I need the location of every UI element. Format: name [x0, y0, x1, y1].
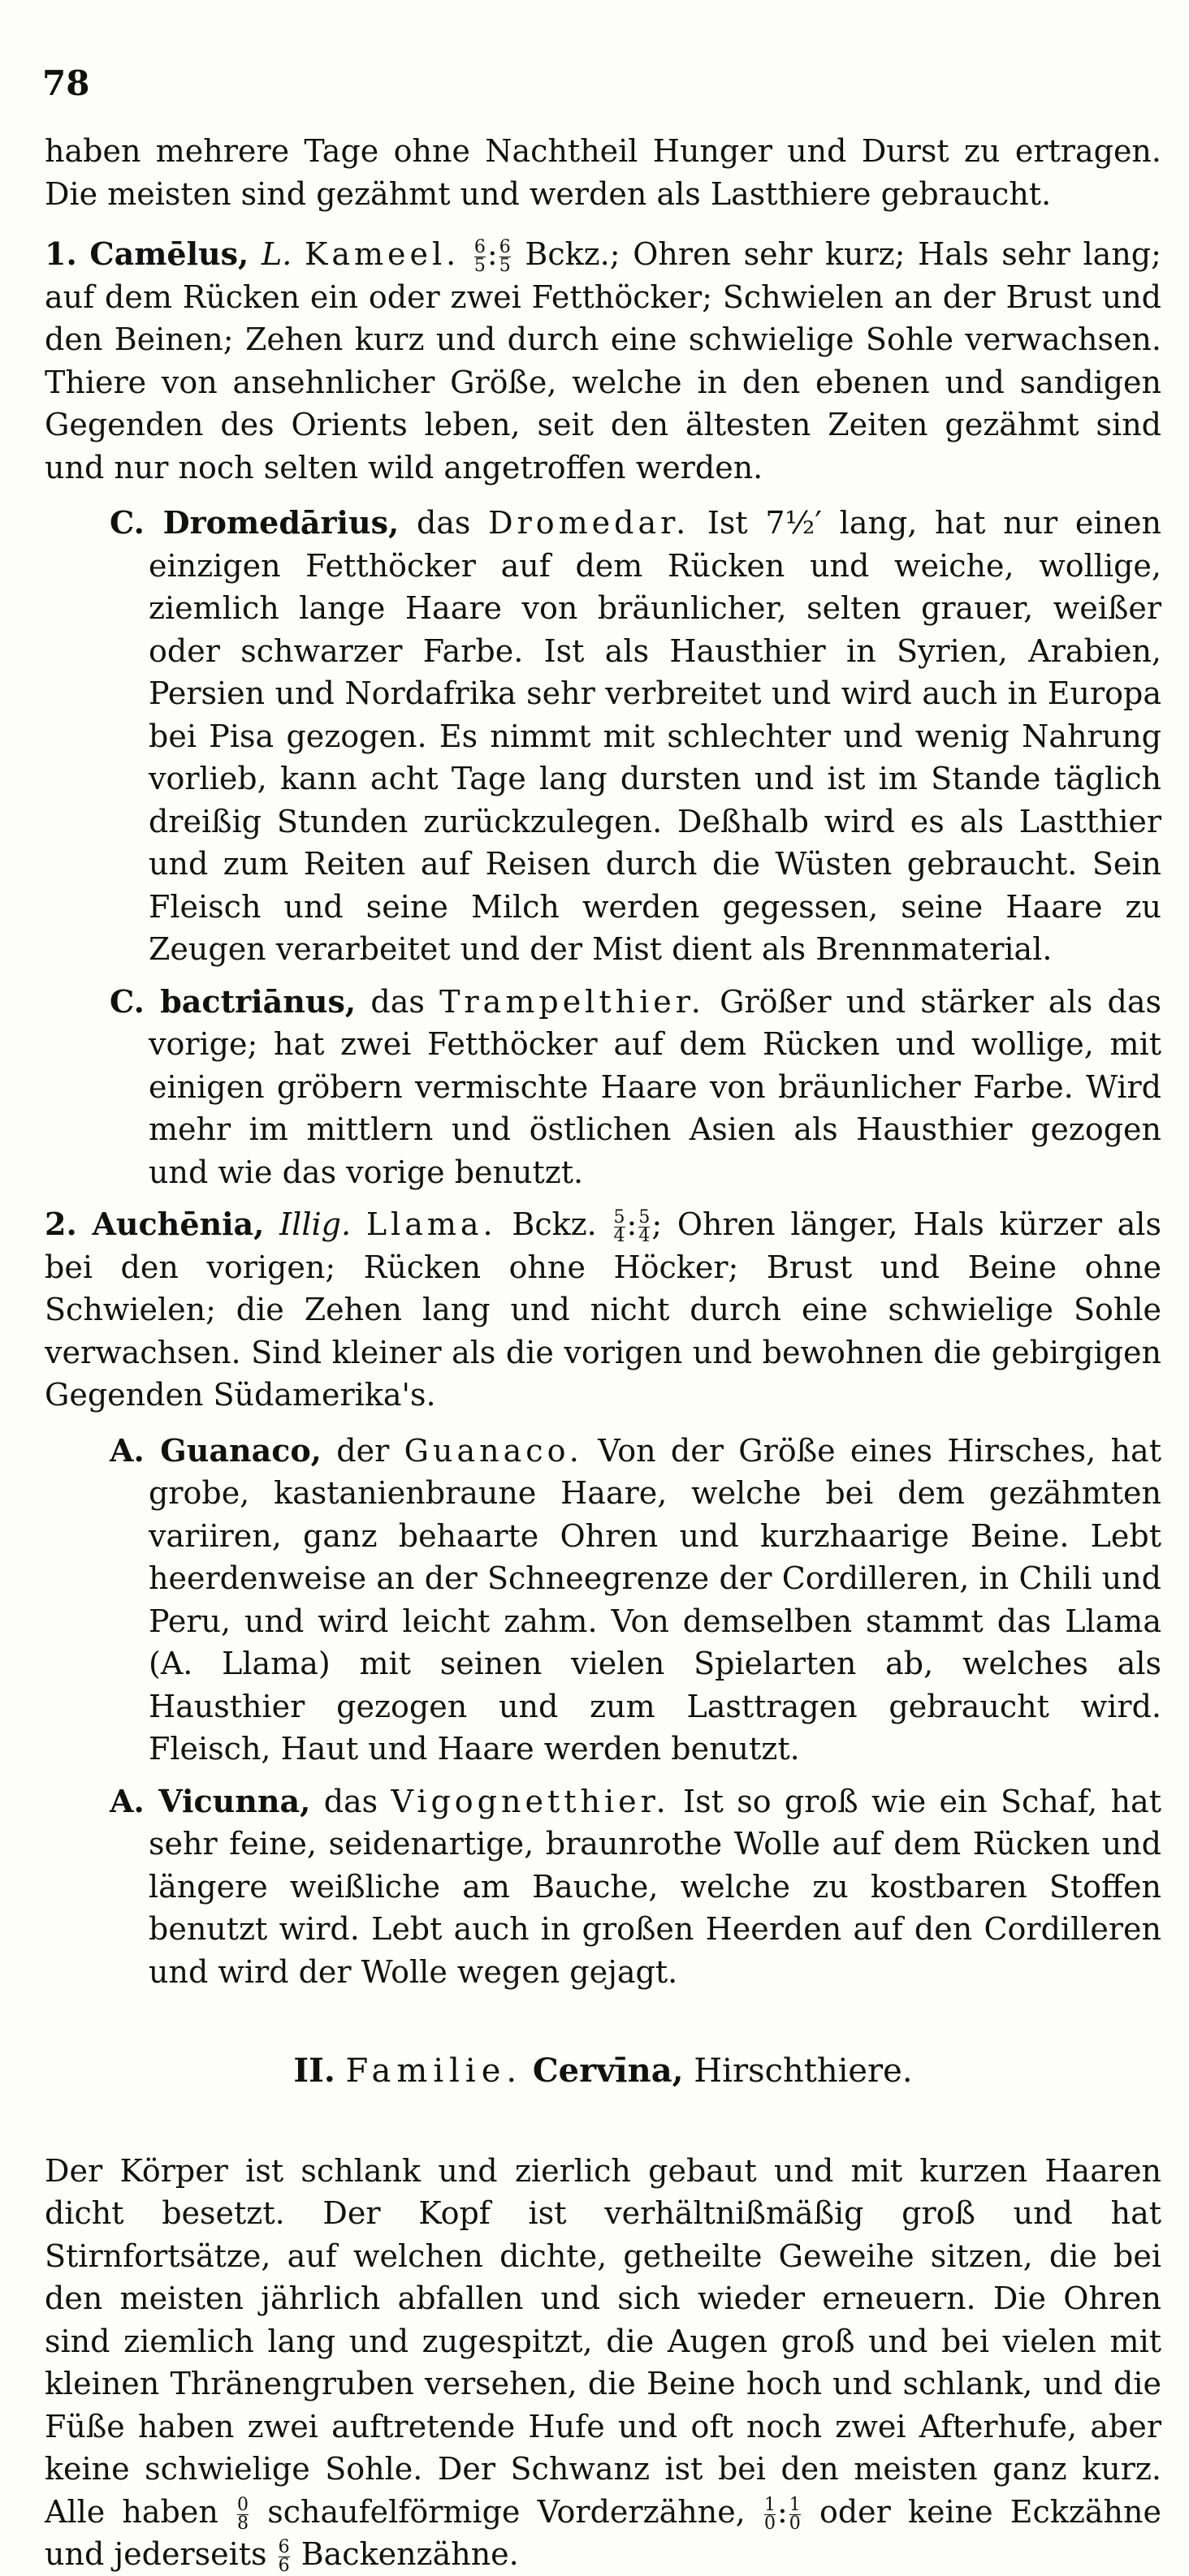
dental-fraction: $\frac{1}{0}$: [789, 2494, 801, 2534]
family-number: II.: [293, 2052, 335, 2090]
genus-author: L.: [261, 236, 292, 272]
species-latin-name: C. bactriānus,: [110, 982, 357, 1020]
species-german-name: Guanaco.: [404, 1432, 583, 1469]
dental-fraction: $\frac{6}{5}$: [473, 237, 486, 276]
species-vicunna: [110, 1780, 1161, 1994]
species-german-name: Dromedar.: [488, 505, 690, 541]
species-latin-name: A. Guanaco,: [110, 1431, 322, 1469]
species-description: Ist 7½′ lang, hat nur einen einzigen Fetthöcker auf dem Rücken und weiche, wollige, ziemlich lange Haare von bräunlicher, selten grauer, weißer oder schwarzer Farbe. Ist als Hausthier in Syrien, Arabien, Persien und Nordafrika sehr verbreitet und wird auch in Europa bei Pisa gezogen. Es nimmt mit schlechter und wenig Nahrung vorlieb, kann acht Tage lang dursten und ist im Stande täglich dreißig Stunden zurückzulegen. Deßhalb wird es als Lastthier und zum Reiten auf Reisen durch die Wüsten gebraucht. Sein Fleisch und seine Milch werden gegessen, seine Haare zu Zeugen verarbeitet und der Mist dient als Brennmaterial.: [149, 505, 1161, 967]
dental-fraction: $\frac{6}{5}$: [499, 237, 511, 276]
genus-description: ; Ohren länger, Hals kürzer als bei den vorigen; Rücken ohne Höcker; Brust und Beine ohne Schwielen; die Zehen lang und nicht durch eine schwielige Sohle verwachsen. Sind kleiner als die vorigen und bewohnen die gebirgigen Gegenden Südamerika's.: [45, 1206, 1161, 1413]
family-german-name: Hirschthiere.: [694, 2052, 913, 2090]
species-german-name: Vigognetthier.: [391, 1783, 670, 1819]
dental-fraction: $\frac{5}{4}$: [613, 1207, 625, 1246]
genus-number: 2.: [45, 1206, 77, 1242]
family-word: Familie.: [345, 2052, 523, 2090]
genus-latin-name: Camēlus,: [89, 235, 249, 272]
species-description: Ist so groß wie ein Schaf, hat sehr feine, seidenartige, braunrothe Wolle auf dem Rücken und längere weißliche am Bauche, welche zu kostbaren Stoffen benutzt wird. Lebt auch in großen Heerden auf den Cordilleren und wird der Wolle wegen gejagt.: [149, 1783, 1161, 1990]
genus-description: Bckz.; Ohren sehr kurz; Hals sehr lang; auf dem Rücken ein oder zwei Fetthöcker; Schwielen an der Brust und den Beinen; Zehen kurz und durch eine schwielige Sohle verwachsen. Thiere von ansehnlicher Größe, welche in den ebenen und sandigen Gegenden des Orients leben, seit den ältesten Zeiten gezähmt sind und nur noch selten wild angetroffen werden.: [45, 236, 1161, 485]
species-article: das: [323, 1783, 378, 1819]
genus-author: Illig.: [279, 1206, 352, 1242]
species-article: der: [336, 1432, 390, 1469]
genus-auchenia: 2. Auchēnia, Illig. Llama. Bckz. $\frac{5}{4}$ : $\frac{5}{4}$ ; Ohren länger, Hals kürzer als bei den vorigen; Rücken ohne Höcker; Brust und Beine ohne Schwielen; die Zehen lang und nicht durch eine schwielige Sohle verwachsen. Sind kleiner als die vorigen und bewohnen die gebirgigen Gegenden Südamerika's.: [45, 1206, 1161, 1413]
species-guanaco: [110, 1430, 1161, 1771]
species-bactrianus: [110, 981, 1161, 1194]
family-latin-name: Cervīna,: [532, 2052, 684, 2090]
species-latin-name: A. Vicunna,: [110, 1782, 311, 1819]
species-dromedarius: [110, 502, 1161, 971]
dental-fraction: $\frac{1}{0}$: [763, 2494, 776, 2534]
page-number: 78: [42, 63, 90, 103]
family-description: Der Körper ist schlank und zierlich gebaut und mit kurzen Haaren dicht besetzt. Der Kopf ist verhältnißmäßig groß und hat Stirnfortsätze, auf welchen dichte, getheilte Geweihe sitzen, die bei den meisten jährlich abfallen und sich wieder erneuern. Die Ohren sind ziemlich lang und zugespitzt, die Augen groß und bei vielen mit kleinen Thränengruben versehen, die Beine hoch und schlank, und die Füße haben zwei auftretende Hufe und oft noch zwei Afterhufe, aber keine schwielige Sohle. Der Schwanz ist bei den meisten ganz kurz. Alle haben $\frac{0}{8}$ schaufelförmige Vorderzähne, $\frac{1}{0}$ : $\frac{1}{0}$ oder keine Eckzähne und jederseits $\frac{6}{6}$ Backenzähne.: [45, 2152, 1161, 2576]
dental-fraction: $\frac{5}{4}$: [638, 1207, 651, 1246]
genus-camelus: 1. Camēlus, L. Kameel. $\frac{6}{5}$ : $\frac{6}{5}$ Bckz.; Ohren sehr kurz; Hals sehr lang; auf dem Rücken ein oder zwei Fetthöcker; Schwielen an der Brust und den Beinen; Zehen kurz und durch eine schwielige Sohle verwachsen. Thiere von ansehnlicher Größe, welche in den ebenen und sandigen Gegenden des Orients leben, seit den ältesten Zeiten gezähmt sind und nur noch selten wild angetroffen werden.: [45, 235, 1161, 485]
family-heading: [45, 2050, 1161, 2093]
genus-latin-name: Auchēnia,: [92, 1206, 265, 1242]
species-description: Größer und stärker als das vorige; hat zwei Fetthöcker auf dem Rücken und wollige, mit einigen gröbern vermischte Haare von bräunlicher Farbe. Wird mehr im mittlern und östlichen Asien als Hausthier gezogen und wie das vorige benutzt.: [149, 983, 1161, 1190]
species-german-name: Trampelthier.: [439, 983, 705, 1020]
dental-fraction: $\frac{0}{8}$: [237, 2494, 249, 2534]
page-body: [45, 130, 1161, 2576]
intro-paragraph: haben mehrere Tage ohne Nachtheil Hunger und Durst zu ertragen. Die meisten sind gezähmt und werden als Lastthiere gebraucht.: [45, 133, 1161, 212]
genus-german-name: Llama.: [365, 1206, 497, 1242]
species-description: Von der Größe eines Hirsches, hat grobe, kastanienbraune Haare, welche bei dem gezähmten variiren, ganz behaarte Ohren und kurzhaarige Beine. Lebt heerdenweise an der Schneegrenze der Cordilleren, in Chili und Peru, und wird leicht zahm. Von demselben stammt das Llama (A. Llama) mit seinen vielen Spielarten ab, welches als Hausthier gezogen und zum Lasttragen gebraucht wird. Fleisch, Haut und Haare werden benutzt.: [149, 1432, 1161, 1767]
dental-fraction: $\frac{6}{6}$: [278, 2537, 290, 2576]
species-latin-name: C. Dromedārius,: [110, 504, 400, 541]
species-article: das: [370, 983, 425, 1020]
genus-number: 1.: [45, 235, 77, 272]
dental-formula-label: Bckz.: [512, 1206, 597, 1242]
species-article: das: [416, 505, 471, 541]
genus-german-name: Kameel.: [304, 236, 460, 272]
